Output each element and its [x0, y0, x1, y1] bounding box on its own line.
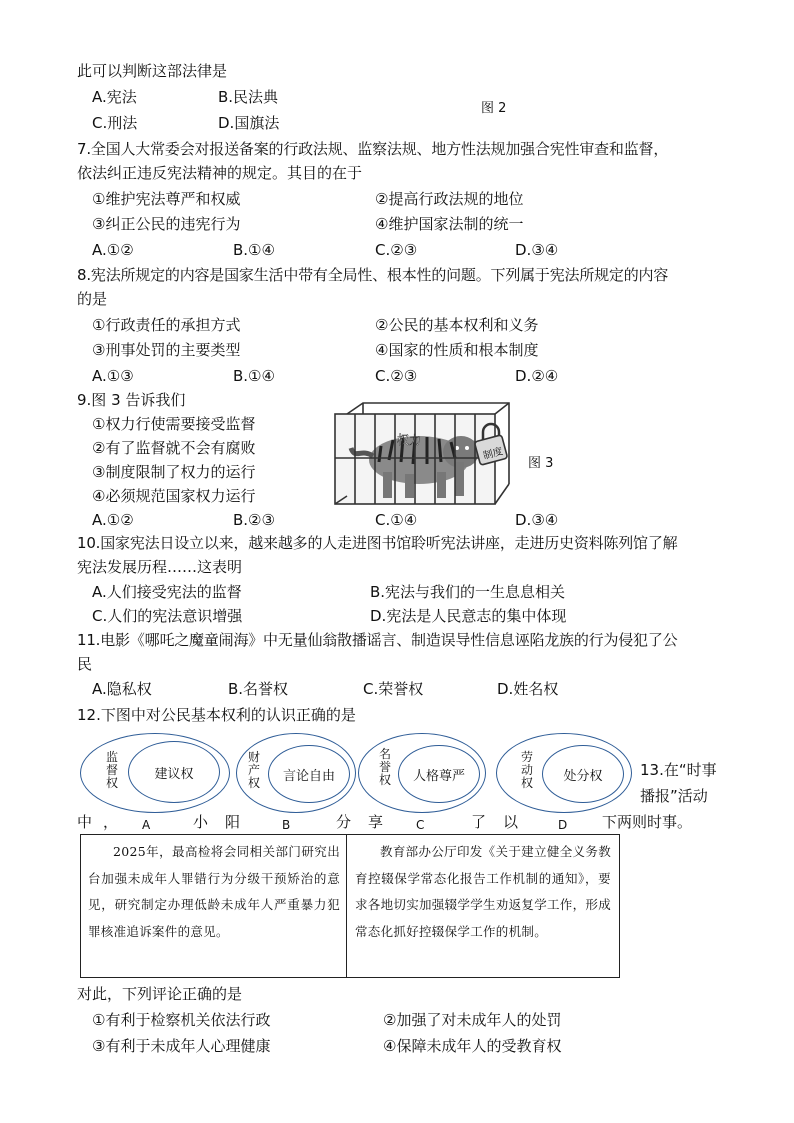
q8-item-2: ②公民的基本权利和义务	[375, 316, 539, 334]
q8-item-3: ③刑事处罚的主要类型	[92, 341, 241, 359]
q10-stem-line2: 宪法发展历程……这表明	[77, 558, 243, 576]
q13-item-4: ④保障未成年人的受教育权	[383, 1037, 562, 1055]
q6-option-a: A.宪法	[92, 88, 137, 106]
q10-choice-b: B.宪法与我们的一生息息相关	[370, 583, 566, 601]
diagram-b-inner	[268, 745, 350, 803]
q8-stem-line1: 8.宪法所规定的内容是国家生活中带有全局性、根本性的问题。下列属于宪法所规定的内容	[77, 266, 669, 284]
intro-line: 此可以判断这部法律是	[77, 62, 228, 80]
q13-line3-part3: 小	[193, 813, 209, 831]
q13-right-line2: 播报”活动	[640, 787, 708, 805]
q9-choice-c: C.①④	[375, 511, 418, 529]
diagram-d-outer-label: 劳动权	[520, 750, 533, 790]
q9-item-2: ②有了监督就不会有腐败	[92, 439, 256, 457]
q6-option-c: C.刑法	[92, 114, 138, 132]
q13-question: 对此，下列评论正确的是	[77, 985, 243, 1003]
diagram-a-inner-label: 建议权	[154, 766, 194, 782]
q10-choice-d: D.宪法是人民意志的集中体现	[370, 607, 567, 625]
q9-choice-a: A.①②	[92, 511, 134, 529]
diagram-d-inner	[542, 745, 624, 803]
q7-item-2: ②提高行政法规的地位	[375, 190, 524, 208]
q13-right-line1: 13.在“时事	[640, 761, 717, 779]
q10-choice-a: A.人们接受宪法的监督	[92, 583, 242, 601]
diagram-b-inner-label: 言论自由	[282, 768, 335, 784]
q11-stem-line2: 民	[77, 655, 93, 673]
diagram-c-letter: C	[416, 818, 425, 832]
q8-choice-c: C.②③	[375, 367, 418, 385]
figure-2-label: 图 2	[481, 101, 507, 116]
q9-stem: 9.图 3 告诉我们	[77, 391, 186, 409]
diagram-d-letter: D	[558, 818, 568, 832]
q7-choice-d: D.③④	[515, 241, 559, 259]
q13-item-1: ①有利于检察机关依法行政	[92, 1011, 271, 1029]
q13-line3-part8: 以	[503, 813, 519, 831]
tiger-label: 权力	[397, 433, 422, 447]
diagram-a-outer-label: 监督权	[105, 750, 118, 790]
q11-choice-d: D.姓名权	[497, 680, 559, 698]
diagram-a-inner	[128, 741, 220, 803]
q9-item-3: ③制度限制了权力的运行	[92, 463, 256, 481]
q8-choice-a: A.①③	[92, 367, 134, 385]
q7-stem-line2: 依法纠正违反宪法精神的规定。其目的在于	[77, 164, 363, 182]
q8-stem-line2: 的是	[77, 290, 108, 308]
diagram-b-letter: B	[282, 818, 291, 832]
q13-line3-part4: 阳	[225, 813, 241, 831]
q11-choice-a: A.隐私权	[92, 680, 152, 698]
diagram-c-inner	[398, 745, 480, 803]
q13-item-3: ③有利于未成年人心理健康	[92, 1037, 271, 1055]
q10-choice-c: C.人们的宪法意识增强	[92, 607, 243, 625]
diagram-d-inner-label: 处分权	[563, 768, 603, 784]
padlock-label: 制度	[482, 446, 505, 462]
news-divider	[346, 835, 347, 977]
q8-choice-d: D.②④	[515, 367, 559, 385]
news-box	[80, 834, 620, 978]
q7-item-1: ①维护宪法尊严和权威	[92, 190, 241, 208]
q13-line3-part1: 中	[77, 813, 93, 831]
figure-3-label: 图 3	[528, 456, 554, 471]
news-item-2: 教育部办公厅印发《关于建立健全义务教育控辍保学常态化报告工作机制的通知》，要求各地切实加强辍学学生劝返复学工作，形成常态化抓好控辍保学工作的机制。	[355, 844, 612, 939]
q7-item-3: ③纠正公民的违宪行为	[92, 215, 241, 233]
diagram-c-outer-label: 名誉权	[378, 747, 391, 787]
diagram-b-outer-label: 财产权	[247, 750, 260, 790]
q9-choice-d: D.③④	[515, 511, 559, 529]
q13-line3-part7: 了	[471, 813, 487, 831]
q12-stem: 12.下图中对公民基本权利的认识正确的是	[77, 706, 356, 724]
q8-item-4: ④国家的性质和根本制度	[375, 341, 539, 359]
q13-line3-part6: 享	[368, 813, 384, 831]
q6-option-d: D.国旗法	[218, 114, 280, 132]
q8-choice-b: B.①④	[233, 367, 275, 385]
news-item-1: 2025年，最高检将会同相关部门研究出台加强未成年人罪错行为分级干预矫治的意见，研究制定办理低龄未成年人严重暴力犯罪核准追诉案件的意见。	[88, 844, 340, 939]
q13-line3-part5: 分	[336, 813, 352, 831]
q8-item-1: ①行政责任的承担方式	[92, 316, 241, 334]
q7-choice-c: C.②③	[375, 241, 418, 259]
q11-stem-line1: 11.电影《哪吒之魔童闹海》中无量仙翁散播谣言、制造误导性信息诬陷龙族的行为侵犯了公	[77, 631, 678, 649]
q11-choice-c: C.荣誉权	[363, 680, 424, 698]
diagram-c-inner-label: 人格尊严	[412, 768, 465, 784]
q9-item-1: ①权力行使需要接受监督	[92, 415, 256, 433]
q7-choice-b: B.①④	[233, 241, 275, 259]
q11-choice-b: B.名誉权	[228, 680, 289, 698]
q13-line3-part2: ，	[103, 813, 119, 831]
q9-choice-b: B.②③	[233, 511, 275, 529]
q10-stem-line1: 10.国家宪法日设立以来，越来越多的人走进图书馆聆听宪法讲座，走进历史资料陈列馆了解	[77, 534, 678, 552]
q7-stem-line1: 7.全国人大常委会对报送备案的行政法规、监察法规、地方性法规加强合宪性审查和监督，	[77, 140, 669, 158]
q13-line3-part9: 下两则时事。	[602, 813, 693, 831]
q9-item-4: ④必须规范国家权力运行	[92, 487, 256, 505]
tiger-cage-illustration	[333, 400, 515, 506]
q13-item-2: ②加强了对未成年人的处罚	[383, 1011, 562, 1029]
diagram-a-letter: A	[142, 818, 151, 832]
q7-item-4: ④维护国家法制的统一	[375, 215, 524, 233]
q7-choice-a: A.①②	[92, 241, 134, 259]
q6-option-b: B.民法典	[218, 88, 279, 106]
